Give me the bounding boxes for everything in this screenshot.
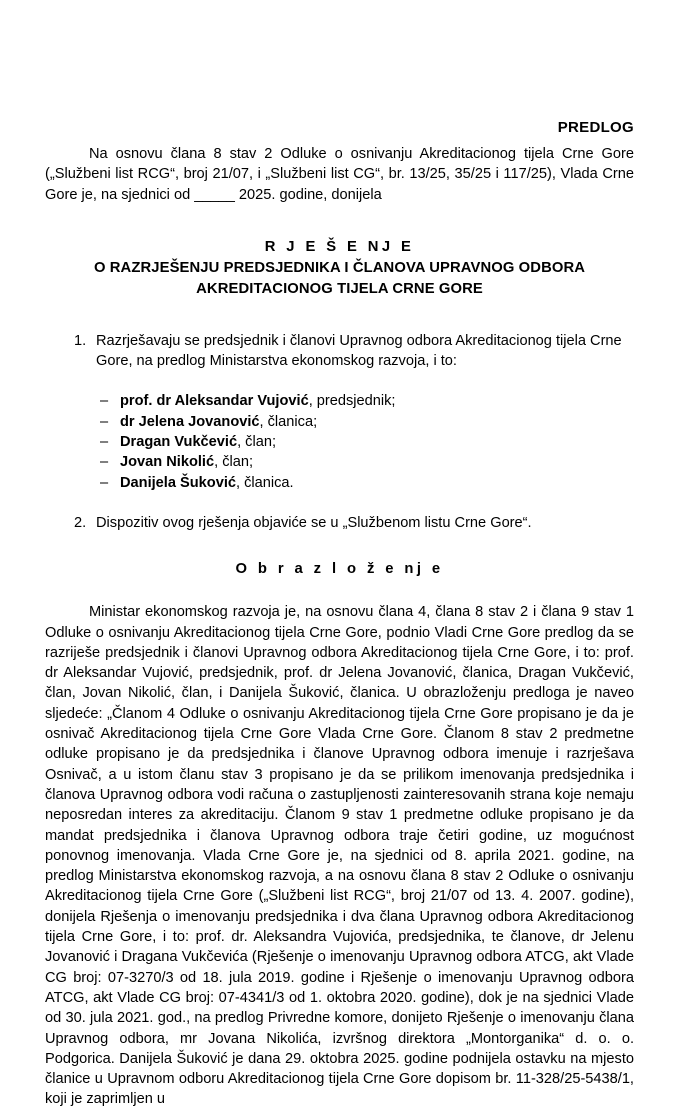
member-name: prof. dr Aleksandar Vujović bbox=[120, 393, 309, 410]
title-line-resolution: R J E Š E NJ E bbox=[264, 238, 415, 255]
dash-bullet-icon: – bbox=[100, 434, 109, 451]
list-item bbox=[45, 412, 634, 432]
member-name: Jovan Nikolić bbox=[120, 454, 215, 471]
document-label: PREDLOG bbox=[557, 119, 634, 136]
numbered-list bbox=[45, 331, 634, 372]
explanation-heading: O b r a z l o ž e nj e bbox=[235, 561, 444, 578]
item-marker: 1. bbox=[74, 332, 87, 349]
document-title bbox=[45, 237, 634, 300]
explanation-body bbox=[45, 602, 634, 1109]
item-text: Dispozitiv ovog rješenja objaviće se u „Službenom listu Crne Gore“. bbox=[96, 514, 532, 531]
list-item bbox=[45, 432, 634, 452]
list-item bbox=[45, 391, 634, 411]
member-role: , predsjednik; bbox=[308, 393, 396, 410]
member-role: , članica; bbox=[259, 413, 318, 430]
explanation-paragraph: Ministar ekonomskog razvoja je, na osnovu člana 4, člana 8 stav 2 i člana 9 stav 1 Odluke o osnivanju Akreditacionog tijela Crne Gore, podnio Vladi Crne Gore predlog da se razriješe predsjednik i članovi Upravnog odbora Akreditacionog tijela Crne Gore, i to: prof. dr Aleksandar Vujović, predsjednik, prof. dr Jelena Jovanović, članica, Dragan Vukčević, član, Jovan Nikolić, član, i Danijela Šuković, članica. U obrazloženju predloga je naveo sljedeće: „Članom 4 Odluke o osnivanju Akreditacionog tijela Crne Gore propisano je da je osnivač Akreditacionog tijela Crne Gore Vlada Crne Gore. Članom 8 stav 2 predmetne odluke propisano je da predsjednika i članove Upravnog odbora imenuje i razrješava Osnivač, a u istom članu stav 3 propisano je da se prilikom imenovanja predsjednika i članova Upravnog odbora vodi računa o zastupljenosti zainteresovanih strana koje nemaju neposredan interes za akreditaciju. Članom 9 stav 1 predmetne odluke propisano je da mandat predsjednika i članova Upravnog odbora traje četiri godine, uz mogućnost ponovnog imenovanja. Vlada Crne Gore je, na sjednici od 8. aprila 2021. godine, na predlog Ministarstva ekonomskog razvoja, a na osnovu člana 8 stav 2 Odluke o osnivanju Akreditacionog tijela Crne Gore („Službeni list RCG“, broj 21/07 od 13. 4. 2007. godine), donijela Rješenja o imenovanju predsjednika i dva člana Upravnog odbora Akreditacionog tijela Crne Gore, i to: prof. dr. Aleksandra Vujovića, predsjednika, te članove, dr Jelenu Jovanović i Dragana Vukčevića (Rješenje o imenovanju Upravnog odbora ATCG, akt Vlade CG broj: 07-3270/3 od 18. jula 2019. godine i Rješenje o imenovanju Upravnog odbora ATCG, akt Vlade CG broj: 07-4341/3 od 1. oktobra 2020. godine), dok je na sjednici Vlade od 30. jula 2021. god., na predlog Privredne komore, donijeto Rješenje o imenovanju člana Upravnog odbora, mr Jovana Nikolića, izvršnog direktora „Montorganika“ d. o. o. Podgorica. Danijela Šuković je dana 29. oktobra 2025. godine podnijela ostavku na mjesto članice u Upravnom odboru Akreditacionog tijela Crne Gore dopisom br. 11-328/25-5438/1, koji je zaprimljen u bbox=[45, 604, 634, 1108]
item-text: Razrješavaju se predsjednik i članovi Upravnog odbora Akreditacionog tijela Crne Gore, na predlog Ministarstva ekonomskog razvoja, i to: bbox=[96, 332, 622, 370]
member-role: , članica. bbox=[236, 474, 294, 491]
member-name: dr Jelena Jovanović bbox=[120, 413, 260, 430]
numbered-item-2 bbox=[45, 513, 634, 533]
dash-bullet-icon: – bbox=[100, 454, 109, 471]
numbered-list-continued bbox=[45, 513, 634, 533]
title-line-institution: AKREDITACIONOG TIJELA CRNE GORE bbox=[196, 280, 483, 297]
member-name: Dragan Vukčević bbox=[120, 434, 238, 451]
member-list bbox=[45, 391, 634, 492]
intro-paragraph: Na osnovu člana 8 stav 2 Odluke o osnivanju Akreditacionog tijela Crne Gore („Službeni list RCG“, broj 21/07, i „Službeni list CG“, br. 13/25, 35/25 i 117/25), Vlada Crne Gore je, na sjednici od _____ 2025. godine, donijela bbox=[45, 146, 634, 203]
member-role: , član; bbox=[214, 454, 254, 471]
dash-bullet-icon: – bbox=[100, 393, 109, 410]
list-item bbox=[45, 452, 634, 472]
list-item bbox=[45, 473, 634, 493]
member-name: Danijela Šuković bbox=[120, 474, 236, 491]
item-marker: 2. bbox=[74, 514, 87, 531]
member-role: , član; bbox=[237, 434, 277, 451]
dash-bullet-icon: – bbox=[100, 413, 109, 430]
numbered-item-1 bbox=[45, 331, 634, 372]
title-line-subject: O RAZRJEŠENJU PREDSJEDNIKA I ČLANOVA UPRAVNOG ODBORA bbox=[93, 259, 586, 276]
dash-bullet-icon: – bbox=[100, 474, 109, 491]
